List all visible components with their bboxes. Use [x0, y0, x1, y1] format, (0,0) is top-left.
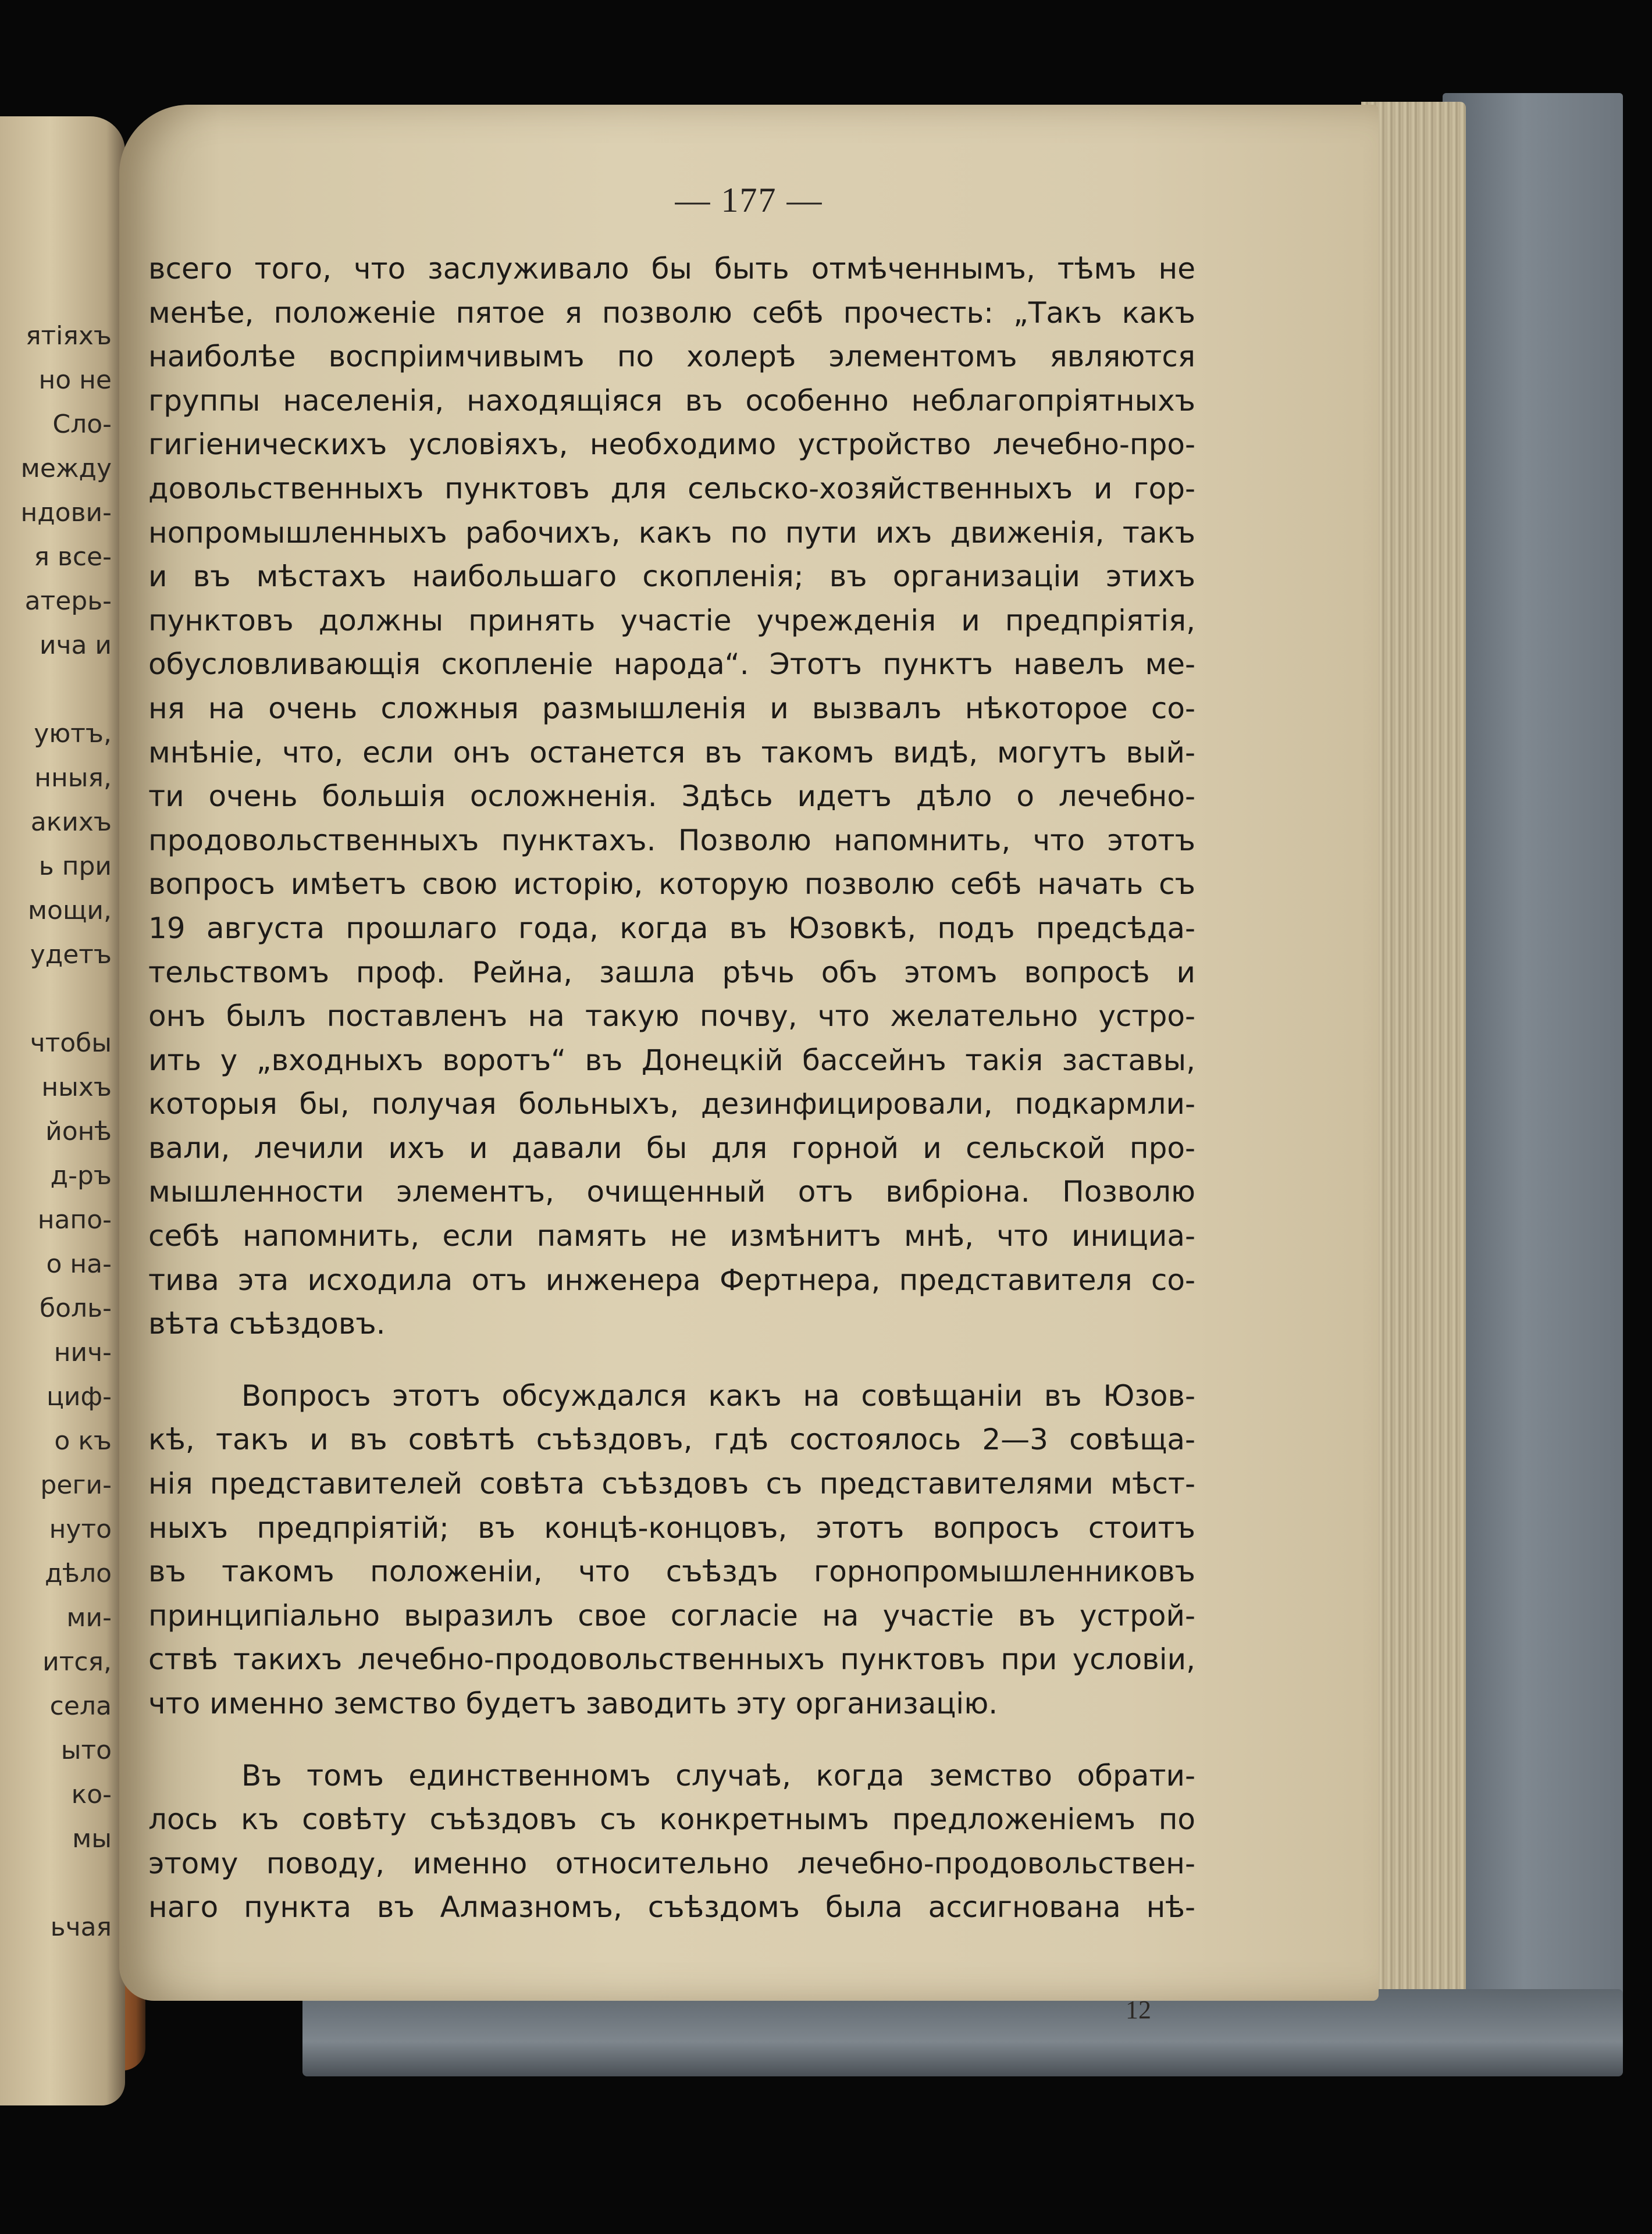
paragraph-3: [148, 1754, 1195, 1930]
text-line: наиболѣе воспріимчивымъ по холерѣ элементомъ являются: [148, 340, 1195, 374]
text-line: мышленности элементъ, очищенный отъ вибріона. Позволю: [148, 1175, 1195, 1209]
text-line: которыя бы, получая больныхъ, дезинфицировали, подкармли-: [148, 1087, 1195, 1121]
text-line: этому поводу, именно относительно лечебно-продовольствен-: [148, 1846, 1195, 1880]
left-page-line: боль-: [40, 1294, 112, 1323]
text-line: гигіеническихъ условіяхъ, необходимо устройство лечебно-про-: [148, 427, 1195, 462]
text-line: тива эта исходила отъ инженера Фертнера, представителя со-: [148, 1263, 1195, 1297]
text-line: нія представителей совѣта съѣздовъ съ представителями мѣст-: [148, 1467, 1195, 1501]
left-page-line: мощи,: [27, 896, 112, 925]
left-page-line: ится,: [42, 1647, 112, 1677]
left-page-line: ятіяхъ: [26, 321, 112, 351]
left-page-line: реги-: [40, 1470, 112, 1500]
left-page-line: йонѣ: [45, 1117, 112, 1146]
left-page-line: ми-: [66, 1603, 112, 1633]
text-line: ить у „входныхъ воротъ“ въ Донецкій бассейнъ такія заставы,: [148, 1043, 1195, 1077]
left-page-line: д-ръ: [50, 1161, 112, 1191]
left-page: [0, 116, 125, 2105]
text-line: лось къ совѣту съѣздовъ съ конкретнымъ предложеніемъ по: [148, 1802, 1195, 1837]
text-line: вопросъ имѣетъ свою исторію, которую позволю себѣ начать съ: [148, 867, 1195, 902]
text-line: довольственныхъ пунктовъ для сельско-хозяйственныхъ и гор-: [148, 471, 1195, 505]
left-page-line: мы: [72, 1824, 112, 1854]
left-page-line: ь при: [38, 851, 112, 881]
book-cover-board: [1443, 93, 1623, 2053]
left-page-line: нич-: [54, 1338, 112, 1367]
paragraph-2: [148, 1374, 1195, 1726]
text-line: группы населенія, находящіяся въ особенно неблагопріятныхъ: [148, 383, 1195, 418]
left-page-line: ыто: [60, 1736, 112, 1765]
text-line: Въ томъ единственномъ случаѣ, когда земство обрати-: [241, 1758, 1195, 1793]
left-page-line: [0, 668, 116, 712]
left-page-line: о на-: [46, 1249, 112, 1279]
left-page-line: ича и: [39, 630, 112, 660]
left-page-line: ко-: [71, 1780, 112, 1809]
left-page-line: но не: [38, 365, 112, 395]
left-page-line: нуто: [49, 1515, 112, 1544]
text-line: продовольственныхъ пунктахъ. Позволю напомнить, что этотъ: [148, 823, 1195, 857]
left-page-line: ьчая: [50, 1912, 112, 1942]
text-line: 19 августа прошлаго года, когда въ Юзовкѣ, подъ предсѣда-: [148, 911, 1195, 945]
text-line: Вопросъ этотъ обсуждался какъ на совѣщаніи въ Юзов-: [241, 1378, 1195, 1413]
left-page-line: о къ: [54, 1426, 112, 1456]
left-page-line: нныя,: [34, 763, 112, 793]
page-number: — 177 —: [675, 181, 823, 219]
text-line: ня на очень сложныя размышленія и вызвалъ нѣкоторое со-: [148, 691, 1195, 725]
left-page-line: удетъ: [30, 940, 112, 970]
text-line: что именно земство будетъ заводить эту организацію.: [148, 1687, 998, 1720]
left-page-line: уютъ,: [34, 719, 112, 749]
left-page-line: атерь-: [24, 586, 112, 616]
text-line: менѣе, положеніе пятое я позволю себѣ прочесть: „Такъ какъ: [148, 295, 1195, 330]
left-page-line: [0, 1861, 116, 1905]
text-line: мнѣніе, что, если онъ останется въ такомъ видѣ, могутъ вый-: [148, 735, 1195, 769]
left-page-line: чтобы: [30, 1028, 112, 1058]
left-page-line: ныхъ: [41, 1073, 112, 1102]
left-page-line: [0, 977, 116, 1021]
text-line: себѣ напомнить, если память не измѣнитъ мнѣ, что инициа-: [148, 1219, 1195, 1253]
text-line: вѣта съѣздовъ.: [148, 1307, 386, 1341]
left-page-line: дѣло: [44, 1559, 112, 1588]
left-page-line: между: [20, 454, 112, 483]
text-line: въ такомъ положеніи, что съѣздъ горнопромышленниковъ: [148, 1555, 1195, 1589]
left-page-line: я все-: [34, 542, 112, 572]
left-page-line: циф-: [46, 1382, 112, 1412]
left-page-line: села: [49, 1691, 112, 1721]
text-line: наго пункта въ Алмазномъ, съѣздомъ была ассигнована нѣ-: [148, 1890, 1195, 1925]
left-page-line: Сло-: [52, 409, 112, 439]
text-line: принципіально выразилъ свое согласіе на участіе въ устрой-: [148, 1598, 1195, 1633]
book-page: [119, 105, 1379, 2024]
page-text: [148, 247, 1195, 1930]
text-line: ствѣ такихъ лечебно-продовольственныхъ пунктовъ при условіи,: [148, 1642, 1195, 1677]
text-line: тельствомъ проф. Рейна, зашла рѣчь объ этомъ вопросѣ и: [148, 955, 1195, 989]
text-line: онъ былъ поставленъ на такую почву, что желательно устро-: [148, 999, 1195, 1034]
text-line: вали, лечили ихъ и давали бы для горной и сельской про-: [148, 1131, 1195, 1165]
left-page-line: ндови-: [20, 498, 112, 528]
signature-mark: 12: [1126, 1996, 1151, 2024]
left-page-line: акихъ: [30, 807, 112, 837]
text-line: кѣ, такъ и въ совѣтѣ съѣздовъ, гдѣ состоялось 2—3 совѣща-: [148, 1423, 1195, 1457]
text-line: ныхъ предпріятій; въ концѣ-концовъ, этотъ вопросъ стоитъ: [148, 1510, 1195, 1545]
text-line: пунктовъ должны принять участіе учрежденія и предпріятія,: [148, 603, 1195, 637]
text-line: нопромышленныхъ рабочихъ, какъ по пути ихъ движенія, такъ: [148, 515, 1195, 550]
text-line: обусловливающія скопленіе народа“. Этотъ пунктъ навелъ ме-: [148, 647, 1195, 682]
paragraph-1: [148, 247, 1195, 1346]
text-line: и въ мѣстахъ наибольшаго скопленія; въ организаціи этихъ: [148, 560, 1195, 594]
text-line: всего того, что заслуживало бы быть отмѣченнымъ, тѣмъ не: [148, 252, 1195, 286]
book-cover-bottom: [302, 1989, 1623, 2076]
text-line: ти очень большія осложненія. Здѣсь идетъ дѣло о лечебно-: [148, 779, 1195, 814]
left-page-line: напо-: [37, 1205, 112, 1235]
left-page-text: [0, 314, 116, 1950]
